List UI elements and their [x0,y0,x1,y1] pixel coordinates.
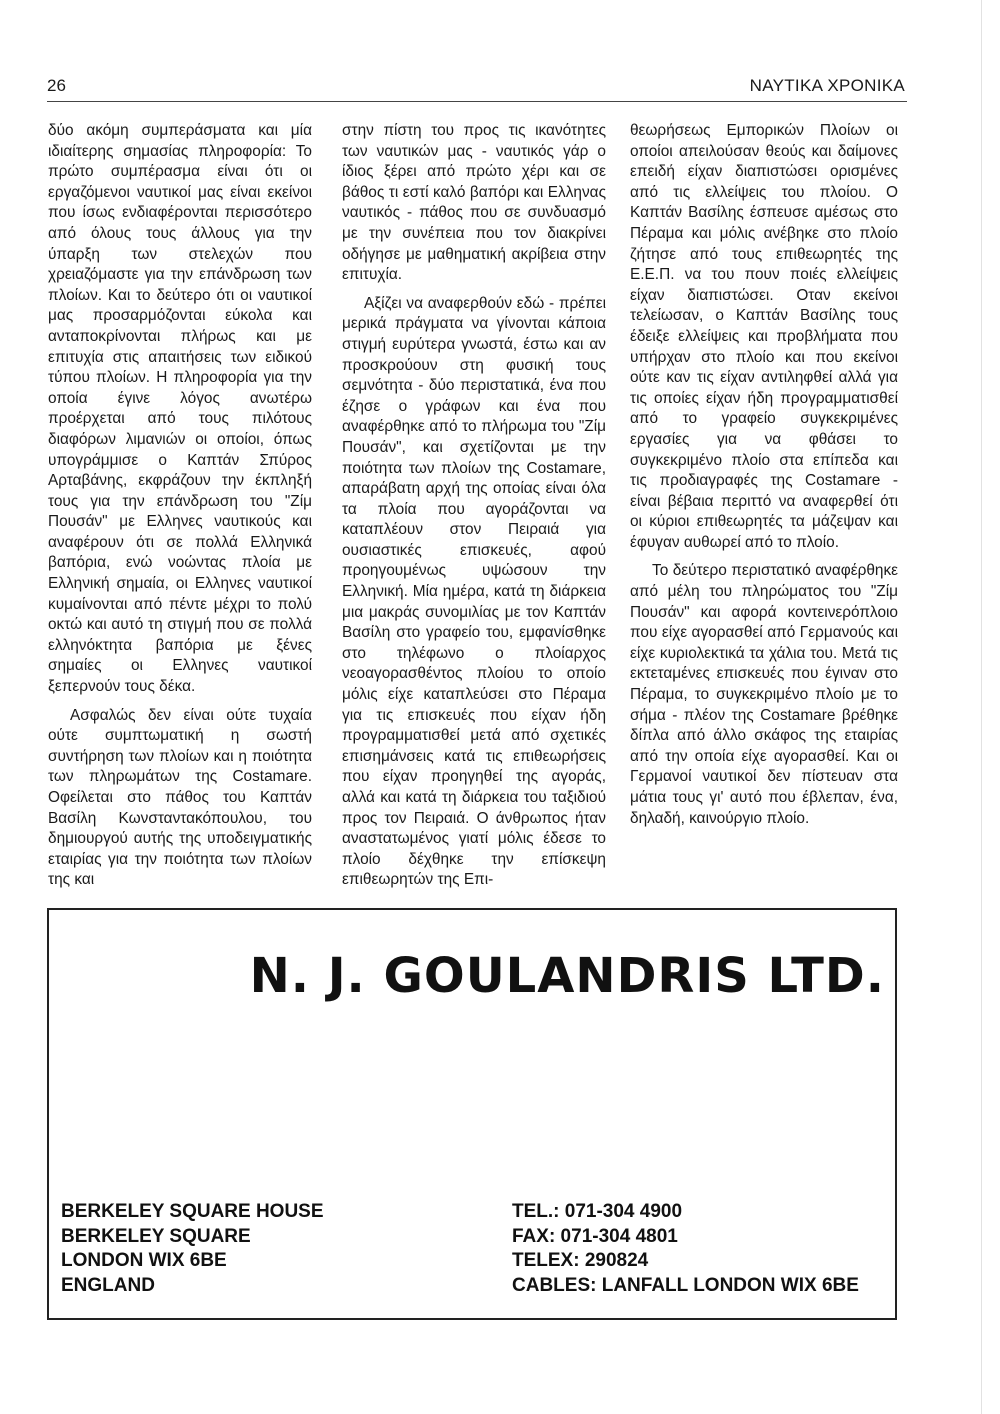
article-paragraph: Αξίζει να αναφερθούν εδώ - πρέπει μερικά πράγματα να γίνονται κάποια στιγμή ευρύτερα γνωστά, έστω και αν προσκρούουν στη φυσική τους σεμνότητα - δύο περιστατικά, ένα που έζησε ο γράφων και ένα που αναφέρθηκε από το πλήρωμα του "Ζίμ Πουσάν", και σχετίζονται με την ποιότητα των πλοίων της Costamare, απαράβατη αρχή της οποίας είναι όλα τα πλοία που αγοράζονται να καταπλέουν στον Πειραιά για ουσιαστικές επισκευές, αφού προηγουμένως υψώσουν την Ελληνική. Μία ημέρα, κατά τη διάρκεια μια μακράς συνομιλίας με τον Καπτάν Βασίλη στο γραφείο του, εμφανίσθηκε στο τηλέφωνο ο πλοίαρχος νεοαγορασθέντος πλοίου το οποίο μόλις είχε καταπλεύσει στο Πέραμα για τις επισκευές που είχαν ήδη προγραμματισθεί μετά από σχετικές επισημάνσεις κατά τις επιθεωρήσεις που είχαν προηγηθεί της αγοράς, αλλά και κατά τη διάρκεια του ταξιδιού προς τον Πειραιά. Ο άνθρωπος ήταν αναστατωμένος γιατί μόλις έδεσε το πλοίο δέχθηκε την επίσκεψη επιθεωρητών της Επι- [342,294,606,889]
article-column-1 [48,121,312,899]
page-header [47,76,905,100]
article-column-3 [630,121,898,837]
article-paragraph: Ασφαλώς δεν είναι ούτε τυχαία ούτε συμπτωματική η σωστή συντήρηση των πλοίων και η ποιότητα των πληρωμάτων της Costamare. Οφείλεται στο πάθος του Καπτάν Βασίλη Κωνσταντακόπουλου, του δημιουργού αυτής της υποδειγματικής εταιρίας για την ποιότητα των πλοίων της και [48,706,312,889]
page-number: 26 [47,76,66,95]
ad-company-name: N. J. GOULANDRIS LTD. [249,948,885,1004]
article-paragraph: δύο ακόμη συμπεράσματα και μία ιδιαίτερης σημασίας πληροφορία: Το πρώτο συμπέρασμα είναι ότι οι εργαζόμενοι ναυτικοί μας είναι εκείνοι που ίσως ενδιαφέρονται περισσότερο από όλους τους άλλους για την ύπαρξη των στελεχών που χρειαζόμαστε για την επάνδρωση των πλοίων. Και το δεύτερο ότι οι ναυτικοί μας προσαρμόζονται εύκολα και ανταποκρίνονται πλήρως και με επιτυχία στις απαιτήσεις των ειδικού τύπου πλοίων. Η πληροφορία για την οποία έγινε λόγος ανωτέρω προέρχεται από τους πιλότους διαφόρων λιμανιών οι οποίοι, όπως υπογράμμισε ο Καπτάν Σπύρος Αρταβάνης, εκφράζουν την έκπληξή τους για την επάνδρωση του "Ζίμ Πουσάν" με Ελληνες ναυτικούς και αναφέρουν ότι σε πολλά Ελληνικά βαπόρια, ενώ νοώντας πλοία με Ελληνική σημαία, οι Ελληνες ναυτικοί κυμαίνονται από πέντε μέχρι το πολύ οκτώ και αυτό τη στιγμή που σε πολλά ελληνόκτητα βαπόρια με ξένες σημαίες οι Ελληνες ναυτικοί ξεπερνούν τους δέκα. [48,122,312,696]
magazine-title: ΝΑΥΤΙΚΑ ΧΡΟΝΙΚΑ [749,76,905,95]
ad-address-block [61,1200,324,1298]
page-edge-shadow [981,0,982,1414]
ad-cables: CABLES: LANFALL LONDON WIX 6BE [512,1274,859,1296]
ad-fax: FAX: 071-304 4801 [512,1225,678,1247]
ad-address-line: ENGLAND [61,1274,155,1296]
advertisement-box [47,908,897,1320]
article-column-2 [342,121,606,899]
ad-telex: TELEX: 290824 [512,1250,649,1271]
ad-address-line: BERKELEY SQUARE [61,1225,251,1247]
article-paragraph: Το δεύτερο περιστατικό αναφέρθηκε από μέλη του πληρώματος του "Ζίμ Πουσάν" και αφορά κοντεινερόπλοιο που είχε αγορασθεί από Γερμανούς και είχε κυριολεκτικά τα χάλια του. Μετά τις εκτεταμένες επισκευές που έγιναν στο Πέραμα, το συγκεκριμένο πλοίο με το σήμα - πλέον της Costamare βρέθηκε δίπλα από άλλο σκάφος της εταιρίας από την οποία είχε αγορασθεί. Και οι Γερμανοί ναυτικοί δεν πίστευαν στα μάτια τους γι' αυτό που έβλεπαν, ένα, δηλαδή, καινούργιο πλοίο. [630,562,898,827]
ad-address-line: LONDON WIX 6BE [61,1250,227,1271]
article-paragraph: θεωρήσεως Εμπορικών Πλοίων οι οποίοι απειλούσαν θεούς και δαίμονες επειδή είχαν διαπιστώσει ορισμένες από τις ελλείψεις του πλοίου. Ο Καπτάν Βασίλης έσπευσε αμέσως στο Πέραμα και μόλις ανέβηκε στο πλοίο ζήτησε από τους επιθεωρητές της Ε.Ε.Π. να του πουν ποιές ελλείψεις είχαν διαπιστώσει. Οταν εκείνοι τελείωσαν, ο Καπτάν Βασίλης τους έδειξε ελλείψεις και προβλήματα που υπήρχαν στο πλοίο και που εκείνοι ούτε καν τις είχαν αντιληφθεί αλλά για τις οποίες είχαν ήδη προγραμματισθεί από το γραφείο συγκεκριμένες εργασίες για να φθάσει το συγκεκριμένο πλοίο στα επίπεδα και τις προδιαγραφές της Costamare - είναι βέβαια περιττό να αναφερθεί ότι οι κύριοι επιθεωρητές τα μάζεψαν και έφυγαν αυθωρεί από το πλοίο. [630,122,898,551]
ad-contact-block [512,1200,859,1298]
ad-address-line: BERKELEY SQUARE HOUSE [61,1201,324,1222]
article-paragraph: στην πίστη του προς τις ικανότητες των ναυτικών μας - ναυτικός γάρ ο ίδιος ξέρει από πρώτο χέρι και σε βάθος τι εστί καλό βαπόρι και Ελληνας ναυτικός - πάθος που σε συνδυασμό με την συνέπεια που τον διακρίνει οδήγησε με μαθηματική ακρίβεια στην επιτυχία. [342,122,606,284]
header-divider [47,101,907,102]
ad-telephone: TEL.: 071-304 4900 [512,1201,683,1222]
